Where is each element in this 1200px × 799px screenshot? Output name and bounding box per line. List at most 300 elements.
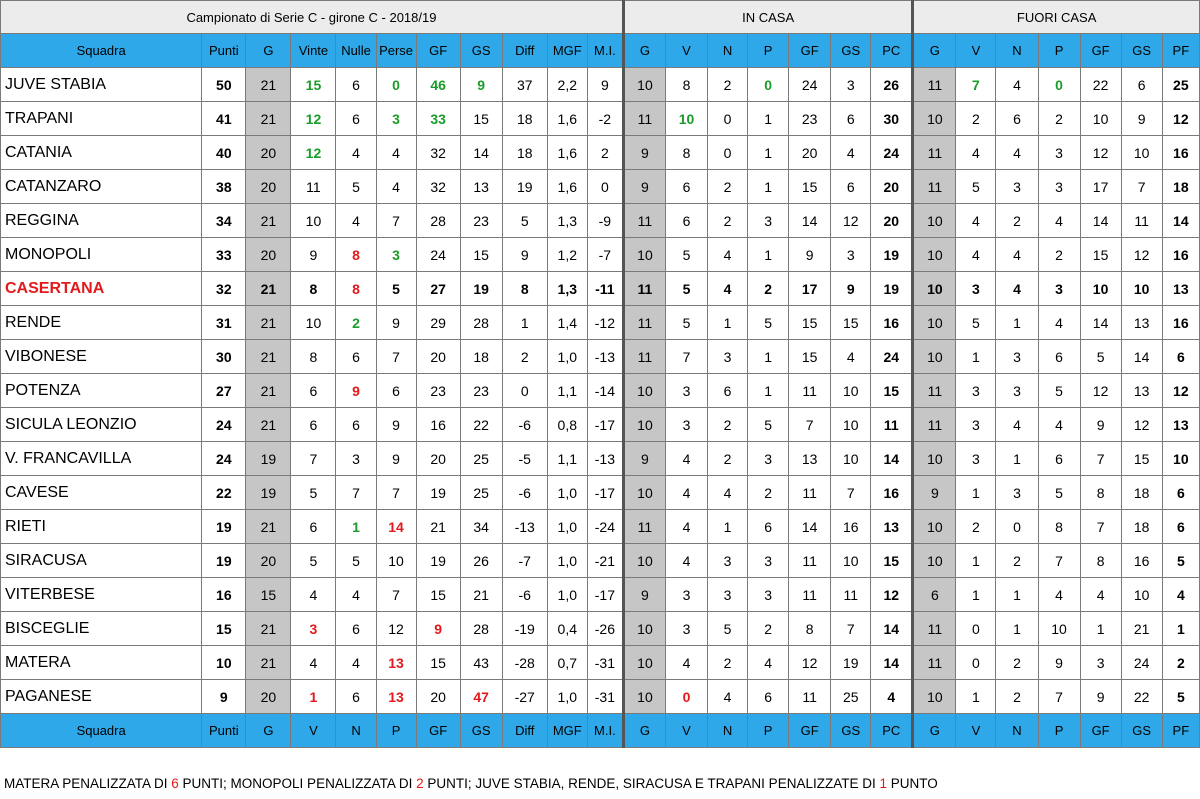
cell-home-drawn: 0 xyxy=(708,136,748,170)
cell-played: 20 xyxy=(246,238,291,272)
cell-points: 41 xyxy=(202,102,246,136)
cell-lost: 6 xyxy=(376,374,416,408)
header-home-lost: P xyxy=(748,34,789,68)
cell-home-points: 19 xyxy=(871,272,913,306)
cell-drawn: 2 xyxy=(336,306,376,340)
cell-points: 24 xyxy=(202,408,246,442)
cell-goals-against: 23 xyxy=(460,204,502,238)
cell-mi: -24 xyxy=(587,510,623,544)
cell-mi: -7 xyxy=(587,238,623,272)
cell-away-points: 6 xyxy=(1162,476,1199,510)
cell-home-gs: 10 xyxy=(831,408,871,442)
cell-goals-against: 14 xyxy=(460,136,502,170)
table-row xyxy=(1,340,1200,374)
cell-home-lost: 6 xyxy=(748,680,789,714)
header-home-gf: GF xyxy=(789,34,831,68)
cell-home-points: 11 xyxy=(871,408,913,442)
cell-drawn: 6 xyxy=(336,340,376,374)
cell-away-gs: 24 xyxy=(1121,646,1162,680)
cell-avg-goals: 1,3 xyxy=(547,272,587,306)
cell-played: 21 xyxy=(246,272,291,306)
cell-home-points: 4 xyxy=(871,680,913,714)
header-lost: Perse xyxy=(376,34,416,68)
cell-away-drawn: 2 xyxy=(996,204,1038,238)
footer-played: G xyxy=(246,714,291,748)
cell-avg-goals: 1,2 xyxy=(547,238,587,272)
cell-away-lost: 4 xyxy=(1038,306,1080,340)
cell-away-drawn: 1 xyxy=(996,578,1038,612)
cell-away-points: 16 xyxy=(1162,238,1199,272)
cell-away-gs: 7 xyxy=(1121,170,1162,204)
cell-home-lost: 1 xyxy=(748,340,789,374)
cell-played: 19 xyxy=(246,476,291,510)
cell-mi: -12 xyxy=(587,306,623,340)
cell-drawn: 4 xyxy=(336,578,376,612)
cell-home-won: 5 xyxy=(665,238,707,272)
cell-away-drawn: 3 xyxy=(996,374,1038,408)
cell-away-drawn: 2 xyxy=(996,680,1038,714)
cell-home-won: 7 xyxy=(665,340,707,374)
cell-goals-against: 23 xyxy=(460,374,502,408)
cell-home-lost: 6 xyxy=(748,510,789,544)
cell-goals-for: 23 xyxy=(416,374,460,408)
cell-home-points: 12 xyxy=(871,578,913,612)
footer-home-drawn: N xyxy=(708,714,748,748)
cell-drawn: 1 xyxy=(336,510,376,544)
cell-goal-diff: -6 xyxy=(502,408,547,442)
cell-away-gs: 22 xyxy=(1121,680,1162,714)
table-row xyxy=(1,374,1200,408)
cell-drawn: 6 xyxy=(336,408,376,442)
cell-away-points: 2 xyxy=(1162,646,1199,680)
cell-mi: -26 xyxy=(587,612,623,646)
cell-played: 20 xyxy=(246,680,291,714)
cell-home-points: 19 xyxy=(871,238,913,272)
cell-away-points: 12 xyxy=(1162,374,1199,408)
cell-home-won: 3 xyxy=(665,408,707,442)
cell-home-won: 3 xyxy=(665,578,707,612)
cell-away-gs: 14 xyxy=(1121,340,1162,374)
cell-away-won: 4 xyxy=(956,238,996,272)
cell-home-drawn: 4 xyxy=(708,272,748,306)
cell-home-lost: 2 xyxy=(748,612,789,646)
cell-home-points: 14 xyxy=(871,442,913,476)
cell-drawn: 6 xyxy=(336,102,376,136)
cell-away-lost: 6 xyxy=(1038,442,1080,476)
cell-goal-diff: -13 xyxy=(502,510,547,544)
cell-away-gs: 6 xyxy=(1121,68,1162,102)
cell-goal-diff: 8 xyxy=(502,272,547,306)
cell-lost: 4 xyxy=(376,136,416,170)
footer-mi: M.I. xyxy=(587,714,623,748)
cell-away-lost: 7 xyxy=(1038,680,1080,714)
cell-away-lost: 3 xyxy=(1038,136,1080,170)
cell-avg-goals: 1,0 xyxy=(547,544,587,578)
cell-drawn: 8 xyxy=(336,272,376,306)
table-title: Campionato di Serie C - girone C - 2018/19 xyxy=(1,1,624,34)
cell-points: 22 xyxy=(202,476,246,510)
header-won: Vinte xyxy=(291,34,336,68)
cell-home-won: 8 xyxy=(665,68,707,102)
cell-home-won: 3 xyxy=(665,612,707,646)
cell-home-points: 30 xyxy=(871,102,913,136)
cell-lost: 5 xyxy=(376,272,416,306)
cell-team: V. FRANCAVILLA xyxy=(1,442,202,476)
cell-won: 5 xyxy=(291,544,336,578)
cell-drawn: 3 xyxy=(336,442,376,476)
cell-away-gf: 12 xyxy=(1080,374,1121,408)
cell-team: CAVESE xyxy=(1,476,202,510)
cell-away-won: 5 xyxy=(956,170,996,204)
cell-drawn: 6 xyxy=(336,612,376,646)
cell-home-gf: 15 xyxy=(789,340,831,374)
cell-away-gs: 18 xyxy=(1121,510,1162,544)
cell-home-played: 11 xyxy=(623,272,665,306)
cell-away-won: 3 xyxy=(956,442,996,476)
cell-played: 21 xyxy=(246,68,291,102)
cell-home-played: 10 xyxy=(623,646,665,680)
standings-body xyxy=(1,1,1200,748)
cell-away-gs: 18 xyxy=(1121,476,1162,510)
cell-away-drawn: 4 xyxy=(996,272,1038,306)
cell-home-drawn: 4 xyxy=(708,680,748,714)
cell-home-points: 14 xyxy=(871,646,913,680)
cell-home-points: 15 xyxy=(871,544,913,578)
cell-lost: 9 xyxy=(376,306,416,340)
cell-lost: 0 xyxy=(376,68,416,102)
cell-goal-diff: 2 xyxy=(502,340,547,374)
cell-points: 31 xyxy=(202,306,246,340)
cell-home-gf: 17 xyxy=(789,272,831,306)
cell-lost: 7 xyxy=(376,204,416,238)
cell-played: 19 xyxy=(246,442,291,476)
cell-home-played: 10 xyxy=(623,544,665,578)
cell-away-gf: 14 xyxy=(1080,306,1121,340)
cell-avg-goals: 1,6 xyxy=(547,102,587,136)
cell-lost: 13 xyxy=(376,646,416,680)
cell-home-gf: 14 xyxy=(789,204,831,238)
cell-won: 12 xyxy=(291,102,336,136)
cell-drawn: 9 xyxy=(336,374,376,408)
cell-home-drawn: 4 xyxy=(708,476,748,510)
cell-drawn: 4 xyxy=(336,204,376,238)
cell-played: 21 xyxy=(246,374,291,408)
cell-away-lost: 6 xyxy=(1038,340,1080,374)
cell-goals-for: 46 xyxy=(416,68,460,102)
cell-away-lost: 5 xyxy=(1038,374,1080,408)
cell-away-gs: 10 xyxy=(1121,272,1162,306)
cell-lost: 9 xyxy=(376,442,416,476)
header-points: Punti xyxy=(202,34,246,68)
cell-team: SIRACUSA xyxy=(1,544,202,578)
cell-home-gs: 4 xyxy=(831,340,871,374)
cell-points: 32 xyxy=(202,272,246,306)
cell-away-lost: 8 xyxy=(1038,510,1080,544)
cell-home-gf: 12 xyxy=(789,646,831,680)
cell-goals-against: 28 xyxy=(460,612,502,646)
table-row xyxy=(1,204,1200,238)
cell-home-points: 14 xyxy=(871,612,913,646)
cell-away-drawn: 3 xyxy=(996,170,1038,204)
cell-home-won: 4 xyxy=(665,442,707,476)
cell-away-drawn: 4 xyxy=(996,136,1038,170)
table-row xyxy=(1,442,1200,476)
cell-away-gf: 12 xyxy=(1080,136,1121,170)
cell-home-drawn: 3 xyxy=(708,544,748,578)
table-row xyxy=(1,510,1200,544)
cell-won: 5 xyxy=(291,476,336,510)
cell-home-gf: 15 xyxy=(789,170,831,204)
cell-away-gs: 9 xyxy=(1121,102,1162,136)
cell-won: 8 xyxy=(291,272,336,306)
cell-home-played: 11 xyxy=(623,340,665,374)
cell-drawn: 5 xyxy=(336,544,376,578)
cell-home-drawn: 4 xyxy=(708,238,748,272)
cell-away-drawn: 0 xyxy=(996,510,1038,544)
cell-mi: -31 xyxy=(587,646,623,680)
note-text-1: MATERA PENALIZZATA DI xyxy=(4,776,172,791)
cell-away-points: 10 xyxy=(1162,442,1199,476)
note-penalty-others: 1 xyxy=(879,776,887,791)
cell-played: 21 xyxy=(246,612,291,646)
cell-away-gs: 11 xyxy=(1121,204,1162,238)
cell-away-points: 5 xyxy=(1162,544,1199,578)
cell-goals-for: 32 xyxy=(416,136,460,170)
cell-away-drawn: 4 xyxy=(996,238,1038,272)
footer-home-gs: GS xyxy=(831,714,871,748)
cell-home-gs: 4 xyxy=(831,136,871,170)
cell-away-played: 10 xyxy=(913,510,956,544)
cell-home-gs: 10 xyxy=(831,544,871,578)
cell-home-gf: 11 xyxy=(789,476,831,510)
cell-avg-goals: 1,0 xyxy=(547,578,587,612)
cell-team: TRAPANI xyxy=(1,102,202,136)
cell-home-gs: 12 xyxy=(831,204,871,238)
cell-away-gs: 12 xyxy=(1121,408,1162,442)
footer-away-drawn: N xyxy=(996,714,1038,748)
cell-home-won: 0 xyxy=(665,680,707,714)
cell-goals-for: 20 xyxy=(416,680,460,714)
cell-away-lost: 0 xyxy=(1038,68,1080,102)
cell-lost: 4 xyxy=(376,170,416,204)
cell-home-played: 10 xyxy=(623,408,665,442)
cell-team: SICULA LEONZIO xyxy=(1,408,202,442)
cell-goal-diff: 5 xyxy=(502,204,547,238)
cell-home-gs: 7 xyxy=(831,612,871,646)
cell-home-gf: 11 xyxy=(789,374,831,408)
cell-home-won: 4 xyxy=(665,510,707,544)
cell-home-points: 20 xyxy=(871,170,913,204)
cell-lost: 7 xyxy=(376,476,416,510)
cell-avg-goals: 1,0 xyxy=(547,510,587,544)
cell-home-lost: 1 xyxy=(748,102,789,136)
cell-played: 21 xyxy=(246,306,291,340)
header-away-drawn: N xyxy=(996,34,1038,68)
cell-team: VIBONESE xyxy=(1,340,202,374)
cell-away-drawn: 4 xyxy=(996,68,1038,102)
cell-away-lost: 4 xyxy=(1038,408,1080,442)
cell-won: 10 xyxy=(291,306,336,340)
cell-away-played: 10 xyxy=(913,272,956,306)
cell-home-gf: 8 xyxy=(789,612,831,646)
cell-home-played: 11 xyxy=(623,204,665,238)
footer-row xyxy=(1,714,1200,748)
cell-goals-for: 19 xyxy=(416,544,460,578)
cell-home-played: 10 xyxy=(623,374,665,408)
header-away-gs: GS xyxy=(1121,34,1162,68)
cell-away-played: 11 xyxy=(913,612,956,646)
cell-mi: -21 xyxy=(587,544,623,578)
footer-team: Squadra xyxy=(1,714,202,748)
header-goal-diff: Diff xyxy=(502,34,547,68)
cell-avg-goals: 0,4 xyxy=(547,612,587,646)
cell-mi: -2 xyxy=(587,102,623,136)
cell-points: 27 xyxy=(202,374,246,408)
cell-mi: -13 xyxy=(587,442,623,476)
table-row xyxy=(1,68,1200,102)
header-avg-goals: MGF xyxy=(547,34,587,68)
cell-goals-for: 15 xyxy=(416,578,460,612)
footer-away-lost: P xyxy=(1038,714,1080,748)
cell-goal-diff: -28 xyxy=(502,646,547,680)
cell-won: 6 xyxy=(291,510,336,544)
cell-drawn: 4 xyxy=(336,646,376,680)
cell-home-gs: 15 xyxy=(831,306,871,340)
footer-home-won: V xyxy=(665,714,707,748)
cell-home-won: 6 xyxy=(665,204,707,238)
cell-away-played: 10 xyxy=(913,204,956,238)
cell-home-played: 9 xyxy=(623,170,665,204)
cell-home-gf: 24 xyxy=(789,68,831,102)
footer-won: V xyxy=(291,714,336,748)
cell-goals-against: 25 xyxy=(460,442,502,476)
table-row xyxy=(1,612,1200,646)
cell-away-lost: 3 xyxy=(1038,272,1080,306)
note-text-4: PUNTO xyxy=(886,776,938,791)
cell-mi: -9 xyxy=(587,204,623,238)
cell-goal-diff: 9 xyxy=(502,238,547,272)
cell-played: 21 xyxy=(246,204,291,238)
cell-won: 8 xyxy=(291,340,336,374)
cell-away-played: 10 xyxy=(913,306,956,340)
cell-won: 4 xyxy=(291,646,336,680)
cell-goals-against: 47 xyxy=(460,680,502,714)
cell-won: 9 xyxy=(291,238,336,272)
footer-goals-for: GF xyxy=(416,714,460,748)
cell-team: MONOPOLI xyxy=(1,238,202,272)
footer-away-gs: GS xyxy=(1121,714,1162,748)
cell-home-played: 11 xyxy=(623,510,665,544)
cell-team: REGGINA xyxy=(1,204,202,238)
cell-home-won: 8 xyxy=(665,136,707,170)
cell-team: JUVE STABIA xyxy=(1,68,202,102)
cell-goal-diff: -5 xyxy=(502,442,547,476)
cell-played: 21 xyxy=(246,408,291,442)
cell-goals-against: 43 xyxy=(460,646,502,680)
cell-goal-diff: 18 xyxy=(502,136,547,170)
footer-goals-against: GS xyxy=(460,714,502,748)
cell-lost: 7 xyxy=(376,578,416,612)
cell-away-drawn: 1 xyxy=(996,306,1038,340)
cell-played: 21 xyxy=(246,340,291,374)
cell-away-points: 16 xyxy=(1162,136,1199,170)
cell-drawn: 5 xyxy=(336,170,376,204)
cell-team: MATERA xyxy=(1,646,202,680)
cell-away-gf: 5 xyxy=(1080,340,1121,374)
cell-home-lost: 3 xyxy=(748,442,789,476)
table-row xyxy=(1,170,1200,204)
cell-away-points: 14 xyxy=(1162,204,1199,238)
cell-home-gs: 16 xyxy=(831,510,871,544)
cell-home-points: 15 xyxy=(871,374,913,408)
cell-away-points: 1 xyxy=(1162,612,1199,646)
cell-away-gf: 4 xyxy=(1080,578,1121,612)
cell-team: RENDE xyxy=(1,306,202,340)
cell-away-drawn: 2 xyxy=(996,646,1038,680)
cell-home-won: 4 xyxy=(665,476,707,510)
cell-home-gs: 10 xyxy=(831,374,871,408)
table-row xyxy=(1,238,1200,272)
header-team: Squadra xyxy=(1,34,202,68)
cell-away-played: 11 xyxy=(913,408,956,442)
footer-drawn: N xyxy=(336,714,376,748)
cell-goals-against: 22 xyxy=(460,408,502,442)
footer-home-points: PC xyxy=(871,714,913,748)
header-home-points: PC xyxy=(871,34,913,68)
cell-home-won: 6 xyxy=(665,170,707,204)
cell-home-gs: 19 xyxy=(831,646,871,680)
cell-avg-goals: 1,0 xyxy=(547,680,587,714)
cell-home-drawn: 5 xyxy=(708,612,748,646)
cell-home-gf: 14 xyxy=(789,510,831,544)
cell-home-drawn: 2 xyxy=(708,646,748,680)
cell-away-points: 4 xyxy=(1162,578,1199,612)
cell-home-lost: 5 xyxy=(748,306,789,340)
cell-home-gs: 6 xyxy=(831,170,871,204)
cell-mi: -17 xyxy=(587,578,623,612)
cell-home-lost: 2 xyxy=(748,272,789,306)
cell-home-drawn: 2 xyxy=(708,408,748,442)
cell-away-won: 3 xyxy=(956,408,996,442)
cell-points: 40 xyxy=(202,136,246,170)
cell-away-points: 5 xyxy=(1162,680,1199,714)
cell-home-played: 9 xyxy=(623,442,665,476)
cell-home-points: 24 xyxy=(871,340,913,374)
cell-team: CATANZARO xyxy=(1,170,202,204)
cell-goal-diff: 19 xyxy=(502,170,547,204)
cell-home-played: 10 xyxy=(623,68,665,102)
cell-played: 21 xyxy=(246,102,291,136)
cell-away-played: 11 xyxy=(913,374,956,408)
cell-home-played: 9 xyxy=(623,136,665,170)
cell-home-played: 10 xyxy=(623,680,665,714)
cell-avg-goals: 1,3 xyxy=(547,204,587,238)
cell-home-drawn: 1 xyxy=(708,306,748,340)
cell-home-lost: 5 xyxy=(748,408,789,442)
cell-away-gs: 13 xyxy=(1121,374,1162,408)
cell-away-played: 10 xyxy=(913,544,956,578)
table-row xyxy=(1,136,1200,170)
cell-goal-diff: 0 xyxy=(502,374,547,408)
header-home-won: V xyxy=(665,34,707,68)
cell-goals-for: 28 xyxy=(416,204,460,238)
header-away-played: G xyxy=(913,34,956,68)
table-row xyxy=(1,646,1200,680)
cell-away-won: 7 xyxy=(956,68,996,102)
cell-away-gf: 14 xyxy=(1080,204,1121,238)
cell-away-won: 1 xyxy=(956,476,996,510)
cell-away-lost: 4 xyxy=(1038,578,1080,612)
